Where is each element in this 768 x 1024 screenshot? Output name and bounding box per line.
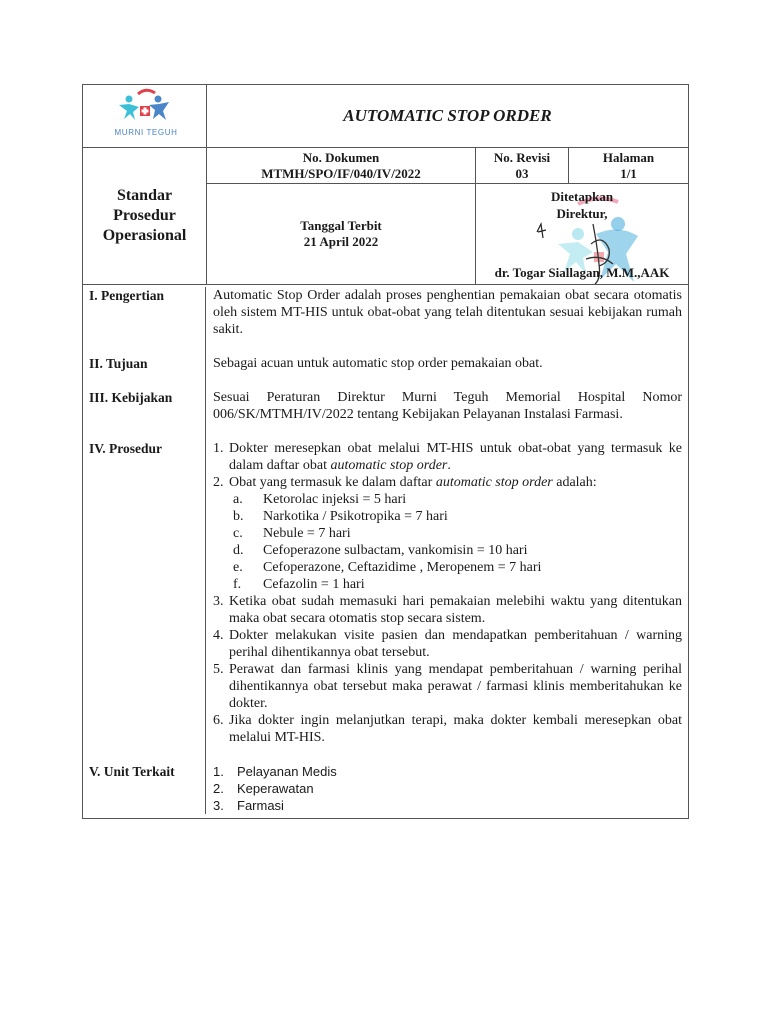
section-content: [206, 440, 688, 746]
step-text-end: .: [447, 458, 451, 473]
step-number: 2.: [213, 475, 224, 490]
section-pengertian: [83, 287, 688, 338]
section-unit-terkait: [83, 763, 688, 814]
section-content: [206, 763, 688, 814]
section-label: IV. Prosedur: [83, 440, 206, 746]
page-value: 1/1: [620, 165, 637, 181]
procedure-steps: [213, 440, 682, 746]
drug-item: [229, 525, 682, 542]
header-row-meta: [83, 148, 688, 285]
drug-list: [229, 491, 682, 593]
drug-text: Cefoperazone, Ceftazidime , Meropenem = 7 hari: [263, 560, 542, 575]
procedure-step: [213, 627, 682, 661]
step-text: Ketika obat sudah memasuki hari pemakaian melebihi waktu yang ditentukan maka obat secara otomatis stop secara sistem.: [229, 594, 682, 626]
approval-line2: Direktur,: [556, 206, 608, 221]
spo-label-line2: Prosedur: [113, 207, 176, 224]
approval-title: [476, 188, 688, 222]
spo-label: [83, 148, 207, 284]
step-text: Jika dokter ingin melanjutkan terapi, maka dokter kembali meresepkan obat melalui MT-HIS.: [229, 713, 682, 745]
logo-text: MURNI TEGUH: [114, 128, 178, 137]
drug-item: [229, 491, 682, 508]
step-number: 5.: [213, 662, 224, 677]
unit-text: Farmasi: [237, 798, 284, 813]
section-prosedur: [83, 440, 688, 746]
drug-text: Cefoperazone sulbactam, vankomisin = 10 hari: [263, 543, 528, 558]
section-label: III. Kebijakan: [83, 389, 206, 423]
drug-item: [229, 559, 682, 576]
approval-cell: [476, 184, 688, 284]
step-number: 6.: [213, 713, 224, 728]
doc-number-label: No. Dokumen: [302, 149, 380, 165]
drug-text: Narkotika / Psikotropika = 7 hari: [263, 509, 448, 524]
step-text-end: adalah:: [556, 475, 597, 490]
unit-number: 3.: [213, 798, 224, 813]
issue-date-cell: [207, 184, 476, 284]
sop-document: [82, 84, 689, 819]
director-name: dr. Togar Siallagan, M.M.,AAK: [494, 265, 670, 280]
drug-letter: a.: [233, 492, 243, 507]
procedure-step: [213, 661, 682, 712]
drug-item: [229, 508, 682, 525]
drug-letter: d.: [233, 543, 244, 558]
unit-item: [213, 780, 682, 797]
document-meta: [207, 148, 688, 284]
revision-cell: [476, 148, 569, 183]
section-label: V. Unit Terkait: [83, 763, 206, 814]
spo-label-line3: Operasional: [102, 227, 187, 244]
drug-item: [229, 576, 682, 593]
section-text: Sebagai acuan untuk automatic stop order pemakaian obat.: [213, 356, 543, 371]
procedure-step: [213, 440, 682, 474]
doc-number-value: MTMH/SPO/IF/040/IV/2022: [261, 165, 421, 181]
page-label: Halaman: [602, 149, 655, 165]
procedure-step: [213, 712, 682, 746]
step-number: 3.: [213, 594, 224, 609]
section-label: II. Tujuan: [83, 355, 206, 372]
revision-label: No. Revisi: [493, 149, 551, 165]
procedure-step: [213, 593, 682, 627]
section-text: Sesuai Peraturan Direktur Murni Teguh Memorial Hospital Nomor 006/SK/MTMH/IV/2022 tentang Kebijakan Pelayanan Instalasi Farmasi.: [213, 390, 682, 422]
step-text: Dokter meresepkan obat melalui MT-HIS untuk obat-obat yang termasuk ke dalam daftar obat: [229, 441, 682, 473]
doc-number-cell: [207, 148, 476, 183]
drug-item: [229, 542, 682, 559]
hospital-logo: [83, 85, 207, 147]
step-text: Perawat dan farmasi klinis yang mendapat pemberitahuan / warning perihal dihentikannya obat tersebut maka perawat / farmasi klinis memberitahukan ke dokter.: [229, 662, 682, 711]
step-number: 4.: [213, 628, 224, 643]
unit-item: [213, 797, 682, 814]
unit-text: Keperawatan: [237, 781, 314, 796]
section-kebijakan: [83, 389, 688, 423]
page-cell: [569, 148, 688, 183]
section-label: I. Pengertian: [83, 287, 206, 338]
document-body: [83, 285, 688, 818]
issue-date-label: Tanggal Terbit: [300, 218, 382, 233]
revision-value: 03: [515, 165, 529, 181]
drug-letter: e.: [233, 560, 243, 575]
procedure-step: [213, 474, 682, 593]
document-title: AUTOMATIC STOP ORDER: [343, 106, 552, 125]
step-text: Dokter melakukan visite pasien dan mendapatkan pemberitahuan / warning perihal dihentikannya obat tersebut.: [229, 628, 682, 660]
step-emphasis: automatic stop order: [330, 458, 448, 473]
drug-letter: b.: [233, 509, 244, 524]
unit-text: Pelayanan Medis: [237, 764, 337, 779]
approval-line1: Ditetapkan: [550, 189, 614, 204]
section-text: Automatic Stop Order adalah proses penghentian pemakaian obat secara otomatis oleh sistem MT-HIS untuk obat-obat yang telah ditentukan sesuai kebijakan rumah sakit.: [213, 288, 682, 337]
drug-text: Cefazolin = 1 hari: [263, 577, 365, 592]
section-tujuan: [83, 355, 688, 372]
header-row-title: [83, 85, 688, 148]
step-text: Obat yang termasuk ke dalam daftar: [229, 475, 433, 490]
unit-number: 1.: [213, 764, 224, 779]
murni-teguh-logo-icon: [83, 85, 206, 130]
drug-text: Nebule = 7 hari: [263, 526, 351, 541]
spo-label-line1: Standar: [116, 187, 173, 204]
issue-date-value: 21 April 2022: [303, 234, 379, 249]
unit-list: [213, 763, 682, 814]
unit-number: 2.: [213, 781, 224, 796]
drug-text: Ketorolac injeksi = 5 hari: [263, 492, 407, 507]
drug-letter: c.: [233, 526, 243, 541]
drug-letter: f.: [233, 577, 242, 592]
unit-item: [213, 763, 682, 780]
step-emphasis: automatic stop order: [435, 475, 553, 490]
step-number: 1.: [213, 441, 224, 456]
